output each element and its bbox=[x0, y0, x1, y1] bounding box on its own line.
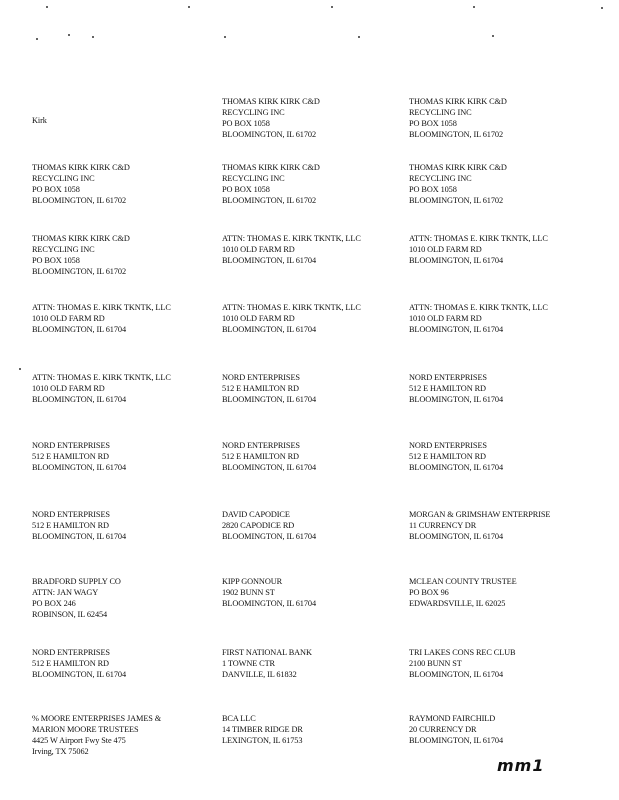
label-line: ATTN: THOMAS E. KIRK TKNTK, LLC bbox=[32, 373, 171, 382]
mailing-label bbox=[222, 162, 407, 206]
label-line: DAVID CAPODICE bbox=[222, 510, 290, 519]
label-line: 2820 CAPODICE RD bbox=[222, 521, 295, 530]
scan-speck bbox=[19, 368, 21, 370]
label-line: BRADFORD SUPPLY CO bbox=[32, 577, 121, 586]
label-line: BLOOMINGTON, IL 61704 bbox=[222, 463, 316, 472]
mailing-label bbox=[409, 440, 594, 473]
label-line: 1010 OLD FARM RD bbox=[409, 245, 482, 254]
label-line: 1010 OLD FARM RD bbox=[409, 314, 482, 323]
mailing-label bbox=[222, 576, 407, 609]
label-line: BLOOMINGTON, IL 61704 bbox=[32, 532, 126, 541]
label-line: MCLEAN COUNTY TRUSTEE bbox=[409, 577, 517, 586]
mailing-label bbox=[222, 440, 407, 473]
mailing-label bbox=[32, 233, 217, 277]
label-line: 512 E HAMILTON RD bbox=[32, 521, 109, 530]
label-line: 512 E HAMILTON RD bbox=[409, 384, 486, 393]
label-line: 14 TIMBER RIDGE DR bbox=[222, 725, 303, 734]
label-line: RECYCLING INC bbox=[32, 245, 95, 254]
scan-speck bbox=[36, 38, 38, 40]
scan-speck bbox=[473, 6, 475, 8]
label-line: 512 E HAMILTON RD bbox=[222, 384, 299, 393]
label-line: ATTN: THOMAS E. KIRK TKNTK, LLC bbox=[409, 303, 548, 312]
label-line: RAYMOND FAIRCHILD bbox=[409, 714, 496, 723]
label-line: PO BOX 1058 bbox=[409, 119, 457, 128]
label-line: BLOOMINGTON, IL 61704 bbox=[409, 463, 503, 472]
scan-speck bbox=[601, 7, 603, 9]
mailing-label bbox=[32, 647, 217, 680]
label-line: Kirk bbox=[32, 116, 47, 125]
mailing-label bbox=[409, 96, 594, 140]
label-line: MARION MOORE TRUSTEES bbox=[32, 725, 139, 734]
scan-speck bbox=[331, 6, 333, 8]
scan-speck bbox=[68, 34, 70, 36]
label-line: 512 E HAMILTON RD bbox=[409, 452, 486, 461]
label-line: THOMAS KIRK KIRK C&D bbox=[222, 163, 320, 172]
mailing-label bbox=[409, 372, 594, 405]
mailing-label bbox=[222, 509, 407, 542]
label-line: BLOOMINGTON, IL 61704 bbox=[409, 256, 503, 265]
scan-speck bbox=[92, 36, 94, 38]
label-line: BLOOMINGTON, IL 61704 bbox=[32, 325, 126, 334]
label-line: BLOOMINGTON, IL 61704 bbox=[222, 395, 316, 404]
label-line: 512 E HAMILTON RD bbox=[222, 452, 299, 461]
label-line: BLOOMINGTON, IL 61704 bbox=[409, 736, 503, 745]
label-line: 1902 BUNN ST bbox=[222, 588, 275, 597]
mailing-label bbox=[409, 162, 594, 206]
label-line: NORD ENTERPRISES bbox=[409, 441, 487, 450]
label-line: ATTN: THOMAS E. KIRK TKNTK, LLC bbox=[222, 303, 361, 312]
label-line: ATTN: THOMAS E. KIRK TKNTK, LLC bbox=[32, 303, 171, 312]
label-line: THOMAS KIRK KIRK C&D bbox=[32, 234, 130, 243]
label-line: ATTN: JAN WAGY bbox=[32, 588, 99, 597]
label-line: BLOOMINGTON, IL 61704 bbox=[409, 670, 503, 679]
label-line: 512 E HAMILTON RD bbox=[32, 659, 109, 668]
mailing-label bbox=[32, 440, 217, 473]
label-line: BLOOMINGTON, IL 61704 bbox=[222, 532, 316, 541]
label-line: 1010 OLD FARM RD bbox=[32, 384, 105, 393]
mailing-label bbox=[409, 713, 594, 746]
label-line: 512 E HAMILTON RD bbox=[32, 452, 109, 461]
scan-speck bbox=[188, 6, 190, 8]
mailing-label bbox=[222, 372, 407, 405]
mailing-label bbox=[222, 647, 407, 680]
mailing-label bbox=[32, 162, 217, 206]
label-line: BCA LLC bbox=[222, 714, 256, 723]
scan-speck bbox=[46, 6, 48, 8]
mailing-label bbox=[409, 509, 594, 542]
label-line: BLOOMINGTON, IL 61702 bbox=[409, 130, 503, 139]
mailing-label bbox=[32, 509, 217, 542]
label-line: PO BOX 96 bbox=[409, 588, 449, 597]
label-line: THOMAS KIRK KIRK C&D bbox=[409, 163, 507, 172]
mailing-label bbox=[32, 576, 217, 620]
label-line: 4425 W Airport Fwy Ste 475 bbox=[32, 736, 126, 745]
label-line: BLOOMINGTON, IL 61704 bbox=[409, 325, 503, 334]
mailing-label bbox=[409, 647, 594, 680]
label-line: PO BOX 1058 bbox=[222, 119, 270, 128]
label-line: BLOOMINGTON, IL 61702 bbox=[222, 196, 316, 205]
label-line: PO BOX 1058 bbox=[32, 185, 80, 194]
label-line: RECYCLING INC bbox=[222, 174, 285, 183]
mailing-label bbox=[32, 115, 217, 126]
mailing-label bbox=[32, 302, 217, 335]
label-line: EDWARDSVILLE, IL 62025 bbox=[409, 599, 506, 608]
scan-speck bbox=[224, 36, 226, 38]
mailing-label bbox=[32, 372, 217, 405]
label-line: 1 TOWNE CTR bbox=[222, 659, 275, 668]
label-line: BLOOMINGTON, IL 61704 bbox=[222, 325, 316, 334]
label-line: RECYCLING INC bbox=[222, 108, 285, 117]
label-line: PO BOX 1058 bbox=[222, 185, 270, 194]
label-line: ATTN: THOMAS E. KIRK TKNTK, LLC bbox=[222, 234, 361, 243]
label-line: BLOOMINGTON, IL 61702 bbox=[222, 130, 316, 139]
label-line: NORD ENTERPRISES bbox=[222, 441, 300, 450]
mailing-label bbox=[409, 302, 594, 335]
handwritten-initials: mm1 bbox=[497, 756, 545, 775]
mailing-label bbox=[222, 713, 407, 746]
scan-speck bbox=[492, 35, 494, 37]
label-line: BLOOMINGTON, IL 61704 bbox=[409, 532, 503, 541]
mailing-label bbox=[222, 233, 407, 266]
label-line: NORD ENTERPRISES bbox=[409, 373, 487, 382]
label-line: KIPP GONNOUR bbox=[222, 577, 283, 586]
label-line: RECYCLING INC bbox=[32, 174, 95, 183]
label-line: NORD ENTERPRISES bbox=[32, 441, 110, 450]
label-line: PO BOX 246 bbox=[32, 599, 76, 608]
label-line: LEXINGTON, IL 61753 bbox=[222, 736, 303, 745]
label-line: FIRST NATIONAL BANK bbox=[222, 648, 312, 657]
label-line: BLOOMINGTON, IL 61704 bbox=[32, 670, 126, 679]
mailing-label bbox=[409, 233, 594, 266]
mailing-label bbox=[222, 302, 407, 335]
label-line: Irving, TX 75062 bbox=[32, 747, 89, 756]
label-line: ATTN: THOMAS E. KIRK TKNTK, LLC bbox=[409, 234, 548, 243]
label-line: 1010 OLD FARM RD bbox=[222, 245, 295, 254]
label-line: BLOOMINGTON, IL 61704 bbox=[409, 395, 503, 404]
label-line: BLOOMINGTON, IL 61704 bbox=[32, 395, 126, 404]
label-line: THOMAS KIRK KIRK C&D bbox=[222, 97, 320, 106]
mailing-label bbox=[32, 713, 217, 757]
mailing-label bbox=[222, 96, 407, 140]
label-line: BLOOMINGTON, IL 61702 bbox=[32, 196, 126, 205]
label-line: THOMAS KIRK KIRK C&D bbox=[409, 97, 507, 106]
label-line: NORD ENTERPRISES bbox=[32, 648, 110, 657]
label-line: BLOOMINGTON, IL 61704 bbox=[222, 599, 316, 608]
label-line: RECYCLING INC bbox=[409, 108, 472, 117]
mailing-label bbox=[409, 576, 594, 609]
label-line: RECYCLING INC bbox=[409, 174, 472, 183]
scan-speck bbox=[358, 36, 360, 38]
label-line: 2100 BUNN ST bbox=[409, 659, 462, 668]
label-line: 1010 OLD FARM RD bbox=[222, 314, 295, 323]
label-line: 20 CURRENCY DR bbox=[409, 725, 477, 734]
label-line: BLOOMINGTON, IL 61702 bbox=[32, 267, 126, 276]
label-line: PO BOX 1058 bbox=[32, 256, 80, 265]
label-line: ROBINSON, IL 62454 bbox=[32, 610, 108, 619]
label-line: BLOOMINGTON, IL 61704 bbox=[32, 463, 126, 472]
label-line: MORGAN & GRIMSHAW ENTERPRISE bbox=[409, 510, 551, 519]
label-line: PO BOX 1058 bbox=[409, 185, 457, 194]
label-line: % MOORE ENTERPRISES JAMES & bbox=[32, 714, 162, 723]
label-line: TRI LAKES CONS REC CLUB bbox=[409, 648, 516, 657]
label-line: DANVILLE, IL 61832 bbox=[222, 670, 297, 679]
label-line: 1010 OLD FARM RD bbox=[32, 314, 105, 323]
label-line: 11 CURRENCY DR bbox=[409, 521, 477, 530]
label-line: NORD ENTERPRISES bbox=[222, 373, 300, 382]
label-line: THOMAS KIRK KIRK C&D bbox=[32, 163, 130, 172]
label-line: BLOOMINGTON, IL 61704 bbox=[222, 256, 316, 265]
label-line: BLOOMINGTON, IL 61702 bbox=[409, 196, 503, 205]
label-line: NORD ENTERPRISES bbox=[32, 510, 110, 519]
